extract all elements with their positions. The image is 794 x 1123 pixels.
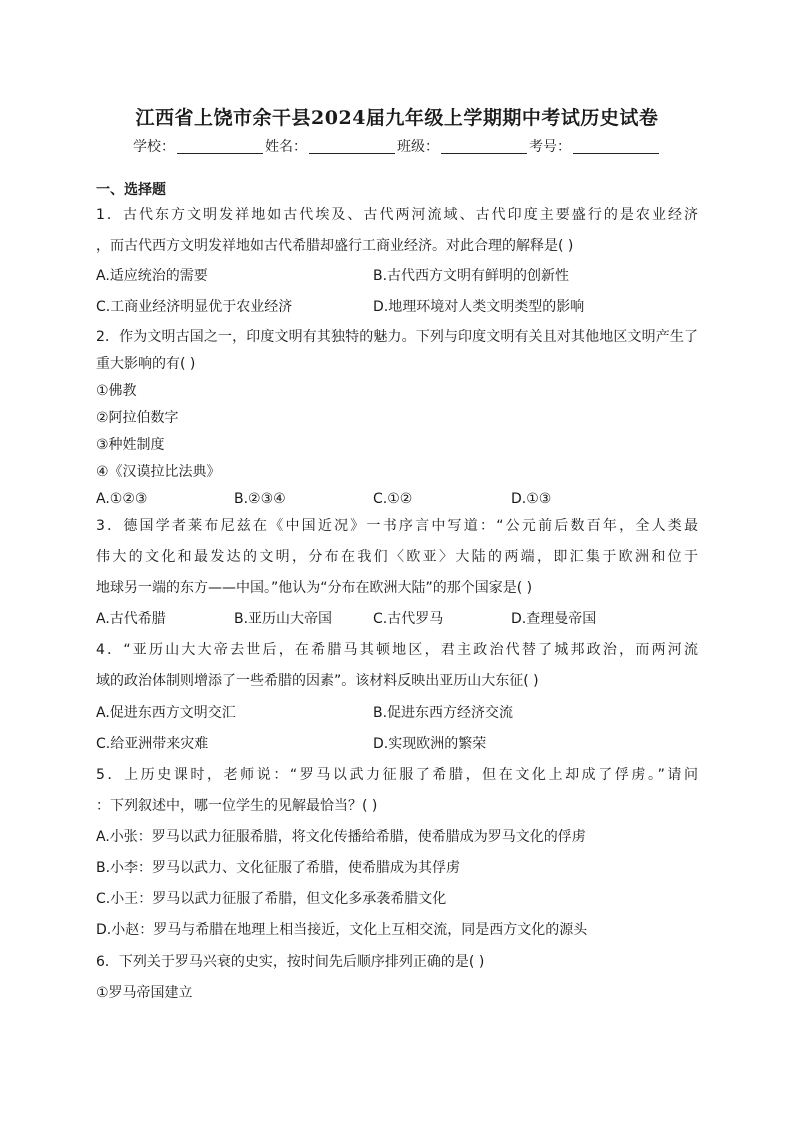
student-info-row xyxy=(0,136,794,156)
question-1-option-b[interactable]: B.古代西方文明有鲜明的创新性 xyxy=(373,268,570,284)
question-4-option-c[interactable]: C.给亚洲带来灾难 xyxy=(96,736,209,752)
question-2-option-a[interactable]: A.①②③ xyxy=(96,491,148,507)
question-5-option-c[interactable]: C.小王：罗马以武力征服了希腊，但文化多承袭希腊文化 xyxy=(96,891,447,907)
question-2-text-line-2: 重大影响的有( ) xyxy=(96,356,196,372)
class-blank[interactable] xyxy=(441,139,527,154)
exam-number-blank[interactable] xyxy=(573,139,659,154)
question-1-option-a[interactable]: A.适应统治的需要 xyxy=(96,268,208,284)
question-2-item-1: ①佛教 xyxy=(96,383,137,399)
school-label: 学校： xyxy=(133,139,175,155)
question-2-text-line-1: 2．作为文明古国之一，印度文明有其独特的魅力。下列与印度文明有关且对其他地区文明产生了 xyxy=(96,329,698,345)
question-2-option-c[interactable]: C.①② xyxy=(373,491,413,507)
question-4-text-line-2: 域的政治体制则增添了一些希腊的因素”。该材料反映出亚历山大东征( ) xyxy=(96,673,539,689)
question-3-option-d[interactable]: D.查理曼帝国 xyxy=(511,611,597,627)
class-label: 班级： xyxy=(397,139,439,155)
question-4-option-b[interactable]: B.促进东西方经济交流 xyxy=(373,705,514,721)
question-2-item-2: ②阿拉伯数字 xyxy=(96,410,179,426)
exam-title: 江西省上饶市余干县2024届九年级上学期期中考试历史试卷 xyxy=(135,107,659,129)
question-2-option-d[interactable]: D.①③ xyxy=(511,491,552,507)
question-3-text-line-1: 3．德国学者莱布尼兹在《中国近况》一书序言中写道：“公元前后数百年，全人类最 xyxy=(96,518,698,534)
question-1-option-d[interactable]: D.地理环境对人类文明类型的影响 xyxy=(373,299,585,315)
question-4-option-d[interactable]: D.实现欧洲的繁荣 xyxy=(373,736,487,752)
question-3-text-line-2: 伟大的文化和最发达的文明，分布在我们〈欧亚〉大陆的两端，即汇集于欧洲和位于 xyxy=(96,549,698,565)
question-1-option-c[interactable]: C.工商业经济明显优于农业经济 xyxy=(96,299,293,315)
section-heading: 一、选择题 xyxy=(96,182,166,198)
name-blank[interactable] xyxy=(309,139,395,154)
question-5-option-b[interactable]: B.小李：罗马以武力、文化征服了希腊，使希腊成为其俘虏 xyxy=(96,860,461,876)
question-5-text-line-1: 5．上历史课时，老师说：“罗马以武力征服了希腊，但在文化上却成了俘虏。”请问 xyxy=(96,767,698,783)
question-1-text-line-1: 1．古代东方文明发祥地如古代埃及、古代两河流域、古代印度主要盛行的是农业经济 xyxy=(96,207,698,223)
question-5-option-a[interactable]: A.小张：罗马以武力征服希腊，将文化传播给希腊，使希腊成为罗马文化的俘虏 xyxy=(96,829,586,845)
question-2-option-b[interactable]: B.②③④ xyxy=(234,491,286,507)
question-2-item-4: ④《汉谟拉比法典》 xyxy=(96,464,221,480)
name-label: 姓名： xyxy=(265,139,307,155)
question-3-option-a[interactable]: A.古代希腊 xyxy=(96,611,166,627)
question-4-text-line-1: 4．“亚历山大大帝去世后，在希腊马其顿地区，君主政治代替了城邦政治，而两河流 xyxy=(96,642,698,658)
question-6-text-line-1: 6．下列关于罗马兴衰的史实，按时间先后顺序排列正确的是( ) xyxy=(96,954,485,970)
question-3-option-b[interactable]: B.亚历山大帝国 xyxy=(234,611,333,627)
school-blank[interactable] xyxy=(177,139,263,154)
question-5-option-d[interactable]: D.小赵：罗马与希腊在地理上相当接近，文化上互相交流，同是西方文化的源头 xyxy=(96,922,588,938)
question-2-item-3: ③种姓制度 xyxy=(96,437,165,453)
question-3-option-c[interactable]: C.古代罗马 xyxy=(373,611,444,627)
exam-number-label: 考号： xyxy=(529,139,571,155)
question-4-option-a[interactable]: A.促进东西方文明交汇 xyxy=(96,705,236,721)
question-3-text-line-3: 地球另一端的东方——中国。”他认为“分布在欧洲大陆”的那个国家是( ) xyxy=(96,580,533,596)
question-1-text-line-2: ，而古代西方文明发祥地如古代希腊却盛行工商业经济。对此合理的解释是( ) xyxy=(96,238,574,254)
question-6-item-1: ①罗马帝国建立 xyxy=(96,985,193,1001)
question-5-text-line-2: ：下列叙述中，哪一位学生的见解最恰当？( ) xyxy=(96,798,378,814)
